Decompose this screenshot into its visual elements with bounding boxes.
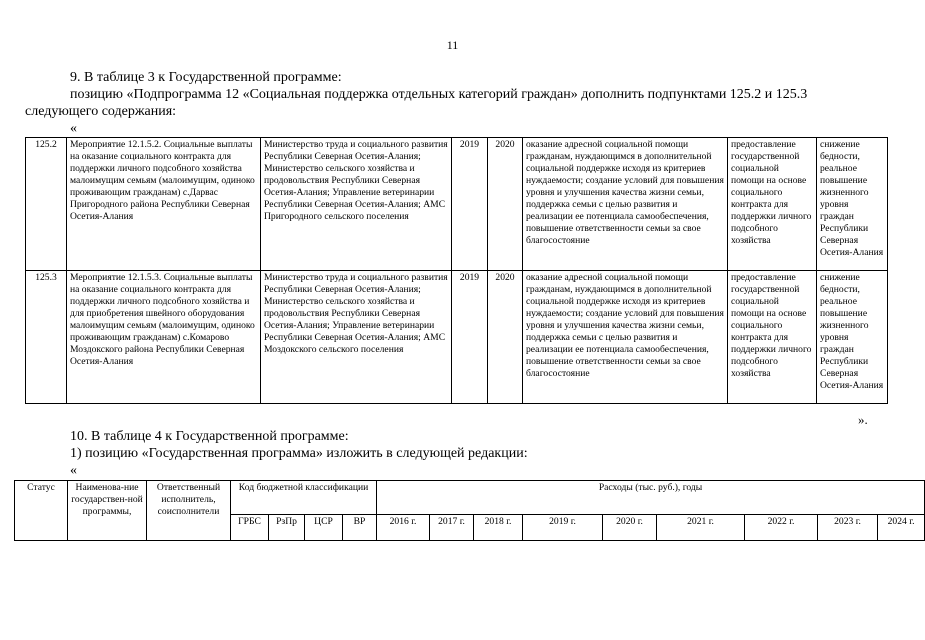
program-name-header: Наименова-ние государствен-ной программы, <box>68 481 147 541</box>
year-header: 2018 г. <box>474 515 523 541</box>
year-header: 2020 г. <box>603 515 657 541</box>
section9-text-continued: следующего содержания: <box>25 104 177 119</box>
executors-cell: Министерство труда и социального развития Республики Северная Осетия-Алания; Министерство сельского хозяйства и продовольствия Республики Северная Осетия-Алания; Управление ветеринарии Республики Северная Осетия-Алания; АМС Пригородного сельского поселения <box>261 138 452 271</box>
end-year-cell: 2020 <box>488 271 523 404</box>
rzpr-header: РзПр <box>269 515 305 541</box>
section10-text: 1) позицию «Государственная программа» изложить в следующей редакции: <box>70 446 528 461</box>
form-cell: предоставление государственной социальной помощи на основе социального контракта для поддержки личного подсобного хозяйства <box>728 138 817 271</box>
effect-cell: снижение бедности, реальное повышение жизненного уровня граждан Республики Северная Осетия-Алания <box>817 138 888 271</box>
row-number: 125.2 <box>26 138 67 271</box>
measure-cell: Мероприятие 12.1.5.2. Социальные выплаты на оказание социального контракта для поддержки личного подсобного хозяйства малоимущим семьям (малоимущим, одиноко проживающим гражданам) с.Дарвас Пригородного района Республики Северная Осетия-Алания <box>67 138 261 271</box>
result-cell: оказание адресной социальной помощи гражданам, нуждающимся в дополнительной социальной поддержке исходя из критериев нуждаемости; создание условий для повышения уровня и улучшения качества жизни семьи, поддержка семьи с целью развития и реализации ее потенциала самообеспечения, повышение ответственности семьи за свое благосостояние <box>523 138 728 271</box>
status-header: Статус <box>15 481 68 541</box>
section9-text: позицию «Подпрограмма 12 «Социальная поддержка отдельных категорий граждан» дополнить подпунктами 125.2 и 125.3 <box>70 87 808 102</box>
form-cell: предоставление государственной социальной помощи на основе социального контракта для поддержки личного подсобного хозяйства <box>728 271 817 404</box>
table-header-row <box>15 481 925 515</box>
executors-cell: Министерство труда и социального развития Республики Северная Осетия-Алания; Министерство сельского хозяйства и продовольствия Республики Северная Осетия-Алания; Управление ветеринарии Республики Северная Осетия-Алания; АМС Моздокского сельского поселения <box>261 271 452 404</box>
year-header: 2022 г. <box>745 515 818 541</box>
table3-addition <box>25 137 888 404</box>
section9-heading: 9. В таблице 3 к Государственной программе: <box>70 70 342 85</box>
year-header: 2017 г. <box>430 515 474 541</box>
grbs-header: ГРБС <box>231 515 269 541</box>
expenses-header: Расходы (тыс. руб.), годы <box>377 481 925 515</box>
executor-header: Ответственный исполнитель, соисполнители <box>147 481 231 541</box>
start-year-cell: 2019 <box>452 138 488 271</box>
csr-header: ЦСР <box>305 515 343 541</box>
end-year-cell: 2020 <box>488 138 523 271</box>
section9-open-quote: « <box>70 121 77 136</box>
year-header: 2019 г. <box>523 515 603 541</box>
measure-cell: Мероприятие 12.1.5.3. Социальные выплаты на оказание социального контракта для поддержки личного подсобного хозяйства и для приобретения швейного оборудования малоимущим семьям (малоимущим, одиноко проживающим гражданам) с.Комарово Моздокского района Республики Северная Осетия-Алания <box>67 271 261 404</box>
row-number: 125.3 <box>26 271 67 404</box>
page-number: 11 <box>446 38 459 52</box>
table3-close-quote: ». <box>858 412 868 427</box>
start-year-cell: 2019 <box>452 271 488 404</box>
section10-open-quote: « <box>70 463 77 478</box>
section10-heading: 10. В таблице 4 к Государственной программе: <box>70 429 349 444</box>
vr-header: ВР <box>343 515 377 541</box>
year-header: 2021 г. <box>657 515 745 541</box>
effect-cell: снижение бедности, реальное повышение жизненного уровня граждан Республики Северная Осетия-Алания <box>817 271 888 404</box>
table-row <box>26 271 888 404</box>
budget-code-header: Код бюджетной классификации <box>231 481 377 515</box>
year-header: 2016 г. <box>377 515 430 541</box>
year-header: 2024 г. <box>878 515 925 541</box>
table4-header <box>14 480 925 541</box>
result-cell: оказание адресной социальной помощи гражданам, нуждающимся в дополнительной социальной поддержке исходя из критериев нуждаемости; создание условий для повышения уровня и улучшения качества жизни семьи, поддержка семьи с целью развития и реализации ее потенциала самообеспечения, повышение ответственности семьи за свое благосостояние <box>523 271 728 404</box>
table-row <box>26 138 888 271</box>
year-header: 2023 г. <box>818 515 878 541</box>
